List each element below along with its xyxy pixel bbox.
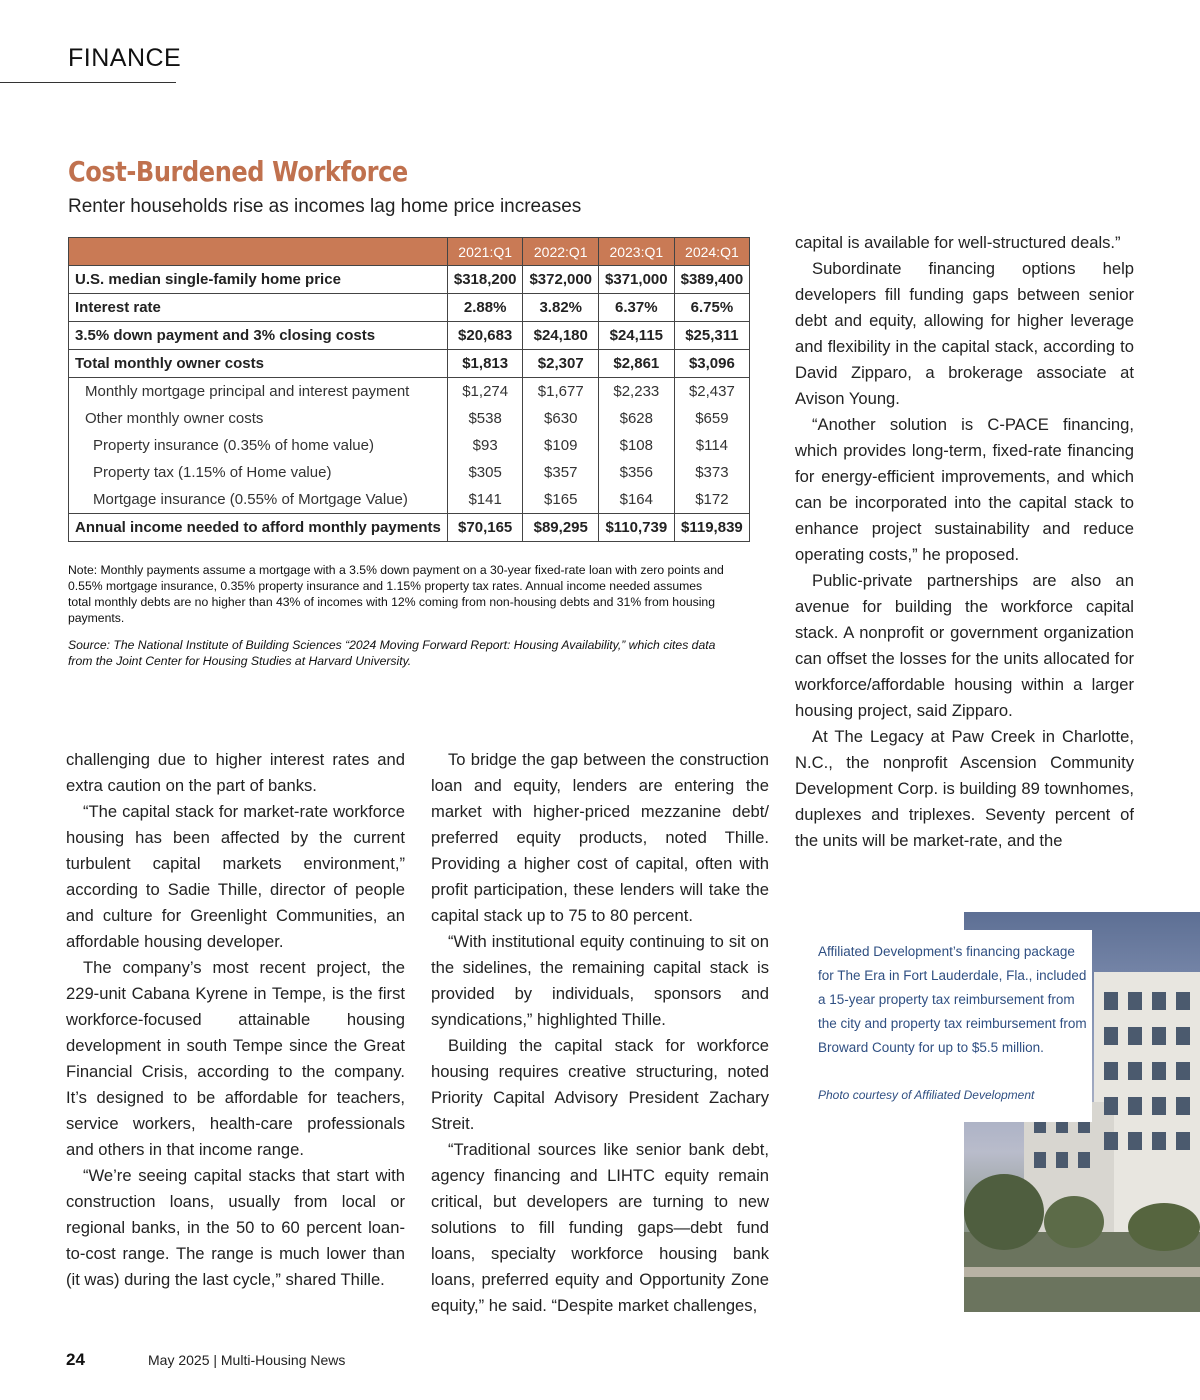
table-cell: $114 — [674, 432, 750, 459]
row-label: Mortgage insurance (0.55% of Mortgage Value) — [69, 486, 448, 514]
row-label: Monthly mortgage principal and interest payment — [69, 378, 448, 406]
paragraph: “Traditional sources like senior bank debt, agency financing and LIHTC equity remain critical, but developers are turning to new solutions to fill funding gaps—debt fund loans, specialty workforce housing bank loans, preferred equity and Opportunity Zone equity,” he said. “Despite market challenges, — [431, 1140, 769, 1315]
table-cell: 2.88% — [447, 294, 523, 322]
table-cell: $659 — [674, 405, 750, 432]
row-label: 3.5% down payment and 3% closing costs — [69, 322, 448, 350]
page-number: 24 — [66, 1350, 85, 1369]
photo-credit: Photo courtesy of Affiliated Development — [818, 1088, 1035, 1102]
table-header-blank — [69, 238, 448, 266]
column-header: 2022:Q1 — [523, 238, 599, 266]
paragraph: The company’s most recent project, the 229-unit Cabana Kyrene in Tempe, is the first workforce-focused attainable housing development in south Tempe since the Great Financial Crisis, according to the company. It’s designed to be affordable for teachers, service workers, health-care professionals and others in that income range. — [66, 958, 405, 1159]
table-cell: $93 — [447, 432, 523, 459]
table-note: Note: Monthly payments assume a mortgage with a 3.5% down payment on a 30-year fixed-rate loan with zero points and 0.55% mortgage insurance, 0.35% property insurance and 1.15% property tax rates. Annual income needed assumes total monthly debts are no higher than 43% of incomes with 12% coming from non-housing debts and 31% from housing payments. — [68, 563, 724, 625]
paragraph: “We’re seeing capital stacks that start with construction loans, usually from local or regional banks, in the 50 to 60 percent loan-to-cost range. The range is much lower than (it was) during the last cycle,” shared Thille. — [66, 1166, 405, 1289]
column-header: 2023:Q1 — [599, 238, 675, 266]
table-row — [69, 266, 750, 294]
paragraph: “With institutional equity continuing to sit on the sidelines, the remaining capital stack is provided by individuals, sponsors and syndications,” highlighted Thille. — [431, 932, 769, 1029]
table-cell: $356 — [599, 459, 675, 486]
table-cell: $389,400 — [674, 266, 750, 294]
table-cell: $172 — [674, 486, 750, 514]
table-row — [69, 459, 750, 486]
article-column-2 — [431, 747, 769, 1319]
paragraph: capital is available for well-structured deals.” — [795, 233, 1121, 252]
table-row — [69, 432, 750, 459]
table-cell: $372,000 — [523, 266, 599, 294]
table-row — [69, 405, 750, 432]
table-cell: $357 — [523, 459, 599, 486]
row-label: U.S. median single-family home price — [69, 266, 448, 294]
table-row — [69, 294, 750, 322]
table-cell: 6.37% — [599, 294, 675, 322]
paragraph: To bridge the gap between the construction loan and equity, lenders are entering the market with higher-priced mezzanine debt/ preferred equity products, noted Thille. Providing a higher cost of capital, often with profit participation, these lenders will take the capital stack up to 75 to 80 percent. — [431, 750, 769, 925]
table-row — [69, 486, 750, 514]
table-cell: $538 — [447, 405, 523, 432]
table-row — [69, 514, 750, 542]
table-cell: $70,165 — [447, 514, 523, 542]
table-cell: $108 — [599, 432, 675, 459]
table-source: Source: The National Institute of Building Sciences “2024 Moving Forward Report: Housing Availability,” which cites data from the Joint Center for Housing Studies at Harvard University. — [68, 638, 716, 668]
row-label: Property tax (1.15% of Home value) — [69, 459, 448, 486]
table-cell: $2,307 — [523, 350, 599, 378]
table-cell: $141 — [447, 486, 523, 514]
row-label: Other monthly owner costs — [69, 405, 448, 432]
table-cell: $164 — [599, 486, 675, 514]
table-cell: $628 — [599, 405, 675, 432]
paragraph: Subordinate financing options help developers fill funding gaps between senior debt and equity, allowing for higher leverage and flexibility in the capital stack, according to David Zipparo, a brokerage associate at Avison Young. — [795, 259, 1134, 408]
table-cell: $165 — [523, 486, 599, 514]
table-cell: $373 — [674, 459, 750, 486]
table-cell: $25,311 — [674, 322, 750, 350]
table-cell: $24,115 — [599, 322, 675, 350]
table-header-row — [69, 238, 750, 266]
table-cell: $630 — [523, 405, 599, 432]
row-label: Annual income needed to afford monthly payments — [69, 514, 448, 542]
column-header: 2021:Q1 — [447, 238, 523, 266]
table-cell: $371,000 — [599, 266, 675, 294]
column-header: 2024:Q1 — [674, 238, 750, 266]
row-label: Total monthly owner costs — [69, 350, 448, 378]
table-cell: $89,295 — [523, 514, 599, 542]
table-row — [69, 350, 750, 378]
photo-caption: Affiliated Development’s financing package for The Era in Fort Lauderdale, Fla., included a 15-year property tax reimbursement from the city and property tax reimbursement from Broward County for up to $5.5 million. — [818, 944, 1087, 1055]
publication-info: May 2025 | Multi-Housing News — [148, 1352, 346, 1368]
table-cell: $109 — [523, 432, 599, 459]
table-cell: $2,861 — [599, 350, 675, 378]
table-cell: $24,180 — [523, 322, 599, 350]
table-cell: $1,677 — [523, 378, 599, 406]
table-cell: $119,839 — [674, 514, 750, 542]
article-column-1 — [66, 747, 405, 1293]
paragraph: At The Legacy at Paw Creek in Charlotte, N.C., the nonprofit Ascension Community Development Corp. is building 89 townhomes, duplexes and triplexes. Seventy percent of the units will be market-rate, and the — [795, 727, 1134, 850]
table-cell: $20,683 — [447, 322, 523, 350]
table-cell: 6.75% — [674, 294, 750, 322]
table-cell: 3.82% — [523, 294, 599, 322]
paragraph: “Another solution is C-PACE financing, which provides long-term, fixed-rate financing for energy-efficient improvements, and which can be incorporated into the capital stack to enhance project sustainability and reduce operating costs,” he proposed. — [795, 415, 1134, 564]
figure-title: Cost-Burdened Workforce — [68, 155, 408, 188]
table-cell: $318,200 — [447, 266, 523, 294]
paragraph: challenging due to higher interest rates and extra caution on the part of banks. — [66, 750, 405, 795]
section-label: FINANCE — [68, 44, 182, 72]
paragraph: Public-private partnerships are also an avenue for building the workforce capital stack. A nonprofit or government organization can offset the losses for the units allocated for workforce/affordable housing within a larger housing project, said Zipparo. — [795, 571, 1134, 720]
row-label: Interest rate — [69, 294, 448, 322]
paragraph: “The capital stack for market-rate workforce housing has been affected by the current turbulent capital markets environment,” according to Sadie Thille, director of people and culture for Greenlight Communities, an affordable housing developer. — [66, 802, 405, 951]
row-label: Property insurance (0.35% of home value) — [69, 432, 448, 459]
section-rule — [0, 82, 176, 83]
table-row — [69, 322, 750, 350]
table-cell: $2,233 — [599, 378, 675, 406]
figure-subtitle: Renter households rise as incomes lag home price increases — [68, 196, 582, 217]
table-cell: $2,437 — [674, 378, 750, 406]
table-cell: $305 — [447, 459, 523, 486]
article-column-3 — [795, 230, 1134, 854]
table-cell: $1,274 — [447, 378, 523, 406]
table-cell: $3,096 — [674, 350, 750, 378]
table-row — [69, 378, 750, 406]
table-cell: $110,739 — [599, 514, 675, 542]
cost-table — [68, 237, 750, 542]
paragraph: Building the capital stack for workforce housing requires creative structuring, noted Priority Capital Advisory President Zachary Streit. — [431, 1036, 769, 1133]
table-cell: $1,813 — [447, 350, 523, 378]
